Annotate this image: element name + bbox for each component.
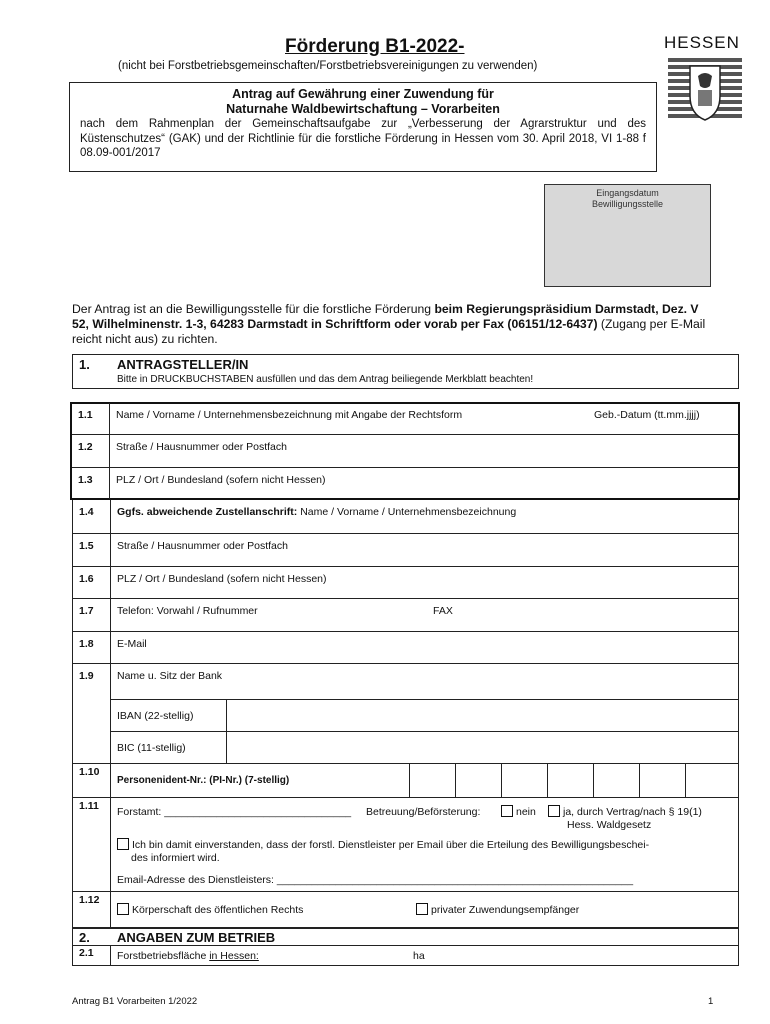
ja-label: ja, durch Vertrag/nach § 19(1) xyxy=(563,806,702,818)
hessen-crest-icon xyxy=(668,56,742,124)
row-1-1 xyxy=(72,403,739,434)
receipt-stamp-box xyxy=(544,184,711,287)
form-title: Förderung B1-2022- xyxy=(285,36,465,57)
consent-text-1: Ich bin damit einverstanden, dass der forstl. Dienstleister per Email über die Erteilung des Bewilligungsbeschei- xyxy=(132,839,650,851)
private-recipient-label: privater Zuwendungsempfänger xyxy=(431,904,580,916)
name-field-label: Name / Vorname / Unternehmensbezeichnung mit Angabe der Rechtsform xyxy=(116,409,463,421)
consent-option[interactable] xyxy=(117,838,649,851)
public-body-label: Körperschaft des öffentlichen Rechts xyxy=(132,904,304,916)
footer-form-id: Antrag B1 Vorarbeiten 1/2022 xyxy=(72,996,198,1007)
form-subtitle: (nicht bei Forstbetriebsgemeinschaften/Forstbetriebsvereinigungen zu verwenden) xyxy=(118,60,538,72)
row-2-1 xyxy=(72,946,739,966)
consent-checkbox[interactable] xyxy=(117,838,129,850)
row-1-2-number: 1.2 xyxy=(78,441,93,453)
city-input[interactable] xyxy=(112,488,732,498)
row-1-11-number: 1.11 xyxy=(79,800,99,812)
section-2-number: 2. xyxy=(79,930,90,945)
public-body-checkbox[interactable] xyxy=(117,903,129,915)
bank-label: Name u. Sitz der Bank xyxy=(117,670,223,682)
email-label: E-Mail xyxy=(117,638,147,650)
row-1-5-number: 1.5 xyxy=(79,540,94,552)
betreuung-nein-option[interactable] xyxy=(501,805,536,818)
alt-address-label-bold: Ggfs. abweichende Zustellanschrift: xyxy=(117,506,298,518)
fax-input[interactable] xyxy=(433,619,733,629)
submission-notice xyxy=(72,302,712,347)
alt-city-label: PLZ / Ort / Bundesland (sofern nicht Hessen) xyxy=(117,573,327,585)
service-email-field[interactable]: Email-Adresse des Dienstleisters: _____________________________________________________________ xyxy=(117,874,634,886)
email-input[interactable] xyxy=(113,652,733,662)
bic-input[interactable] xyxy=(231,734,731,760)
alt-city-input[interactable] xyxy=(113,587,733,597)
row-1-12-number: 1.12 xyxy=(79,894,100,906)
phone-label: Telefon: Vorwahl / Rufnummer xyxy=(117,605,258,617)
section-1-instructions: Bitte in DRUCKBUCHSTABEN ausfüllen und das dem Antrag beiliegende Merkblatt beachten! xyxy=(117,374,534,385)
betreuung-label: Betreuung/Beförsterung: xyxy=(366,806,481,818)
forest-area-label-text: Forstbetriebsfläche xyxy=(117,950,210,962)
intro-heading-2: Naturnahe Waldbewirtschaftung – Vorarbeiten xyxy=(226,102,500,116)
row-1-6-number: 1.6 xyxy=(79,573,94,585)
pi-number-label: Personenident-Nr.: (PI-Nr.) (7-stellig) xyxy=(117,775,290,786)
notice-address: beim Regierungspräsidium Darmstadt, Dez. V 52, Wilhelminenstr. 1-3, 64283 Darmstadt in Schriftform oder vorab per Fax (06151/12-6437) xyxy=(72,302,699,331)
phone-input[interactable] xyxy=(113,619,413,629)
bic-label: BIC (11-stellig) xyxy=(117,742,186,754)
private-recipient-checkbox[interactable] xyxy=(416,903,428,915)
section-1-header xyxy=(72,354,739,389)
row-1-6 xyxy=(72,567,739,599)
pi-digit-3-input[interactable] xyxy=(502,764,547,797)
pi-digit-2-input[interactable] xyxy=(456,764,501,797)
betreuung-ja-option[interactable] xyxy=(548,805,702,818)
intro-box xyxy=(69,82,657,172)
pi-digit-5-input[interactable] xyxy=(594,764,639,797)
city-field-label: PLZ / Ort / Bundesland (sofern nicht Hessen) xyxy=(116,474,326,486)
street-input[interactable] xyxy=(112,455,732,465)
nein-checkbox[interactable] xyxy=(501,805,513,817)
row-1-1-number: 1.1 xyxy=(78,409,93,421)
section-2-title: ANGABEN ZUM BETRIEB xyxy=(117,930,276,945)
public-body-option[interactable] xyxy=(117,903,303,916)
ja-checkbox[interactable] xyxy=(548,805,560,817)
row-1-10 xyxy=(72,764,739,798)
alt-street-input[interactable] xyxy=(113,554,733,564)
pi-digit-6-input[interactable] xyxy=(640,764,685,797)
pi-digit-7-input[interactable] xyxy=(686,764,736,797)
row-1-2 xyxy=(72,434,739,467)
nein-label: nein xyxy=(516,806,536,818)
birthdate-field-label: Geb.-Datum (tt.mm.jjjj) xyxy=(594,409,700,421)
alt-street-label: Straße / Hausnummer oder Postfach xyxy=(117,540,288,552)
name-input[interactable] xyxy=(112,423,732,433)
private-recipient-option[interactable] xyxy=(416,903,579,916)
forest-area-input[interactable] xyxy=(323,948,408,963)
forest-area-label-underlined: in Hessen: xyxy=(209,950,259,962)
row-1-5 xyxy=(72,534,739,567)
pi-digit-1-input[interactable] xyxy=(410,764,455,797)
street-field-label: Straße / Hausnummer oder Postfach xyxy=(116,441,287,453)
row-1-9-number: 1.9 xyxy=(79,670,94,682)
row-1-12 xyxy=(72,892,739,928)
section-1-number: 1. xyxy=(79,357,90,372)
alt-address-label xyxy=(117,506,516,518)
forstamt-field[interactable]: Forstamt: ________________________________ xyxy=(117,806,352,818)
intro-heading-1: Antrag auf Gewährung einer Zuwendung für xyxy=(232,87,494,101)
section-1-title: ANTRAGSTELLER/IN xyxy=(117,357,249,372)
row-1-8 xyxy=(72,632,739,664)
row-1-10-number: 1.10 xyxy=(79,766,100,778)
section-2-header xyxy=(72,928,739,946)
row-1-8-number: 1.8 xyxy=(79,638,94,650)
row-1-7 xyxy=(72,599,739,632)
row-1-4 xyxy=(72,500,739,534)
consent-text-2: des informiert wird. xyxy=(131,852,220,864)
row-1-9 xyxy=(72,664,739,764)
alt-address-label-text: Name / Vorname / Unternehmensbezeichnung xyxy=(297,506,517,518)
intro-text: nach dem Rahmenplan der Gemeinschaftsaufgabe zur „Verbesserung der Agrarstruktur und des Küstenschutzes“ (GAK) und der Richtlinie für die forstliche Förderung in Hessen vom 30. April 2018, VI 1-88 f 08.09-001/2017 xyxy=(80,118,646,159)
stamp-label-1: Eingangsdatum xyxy=(596,188,659,198)
row-1-3-number: 1.3 xyxy=(78,474,93,486)
row-1-3 xyxy=(72,467,739,499)
notice-part-2: (Zugang per E-Mail reicht nicht aus) zu richten. xyxy=(72,317,706,346)
hectare-unit: ha xyxy=(413,950,425,962)
forest-area-label xyxy=(117,950,259,962)
fax-label: FAX xyxy=(433,605,453,617)
row-1-7-number: 1.7 xyxy=(79,605,94,617)
alt-name-input[interactable] xyxy=(113,520,733,530)
row-2-1-number: 2.1 xyxy=(79,947,94,959)
iban-label: IBAN (22-stellig) xyxy=(117,710,194,722)
ja-label-2: Hess. Waldgesetz xyxy=(567,819,652,831)
hessen-logo-text: HESSEN xyxy=(664,33,740,52)
pi-digit-4-input[interactable] xyxy=(548,764,593,797)
notice-part-1: Der Antrag ist an die Bewilligungsstelle für die forstliche Förderung xyxy=(72,302,435,316)
iban-input[interactable] xyxy=(231,702,731,728)
stamp-label-2: Bewilligungsstelle xyxy=(591,199,664,209)
row-1-4-number: 1.4 xyxy=(79,506,94,518)
page-number: 1 xyxy=(708,996,714,1007)
row-1-11 xyxy=(72,798,739,892)
